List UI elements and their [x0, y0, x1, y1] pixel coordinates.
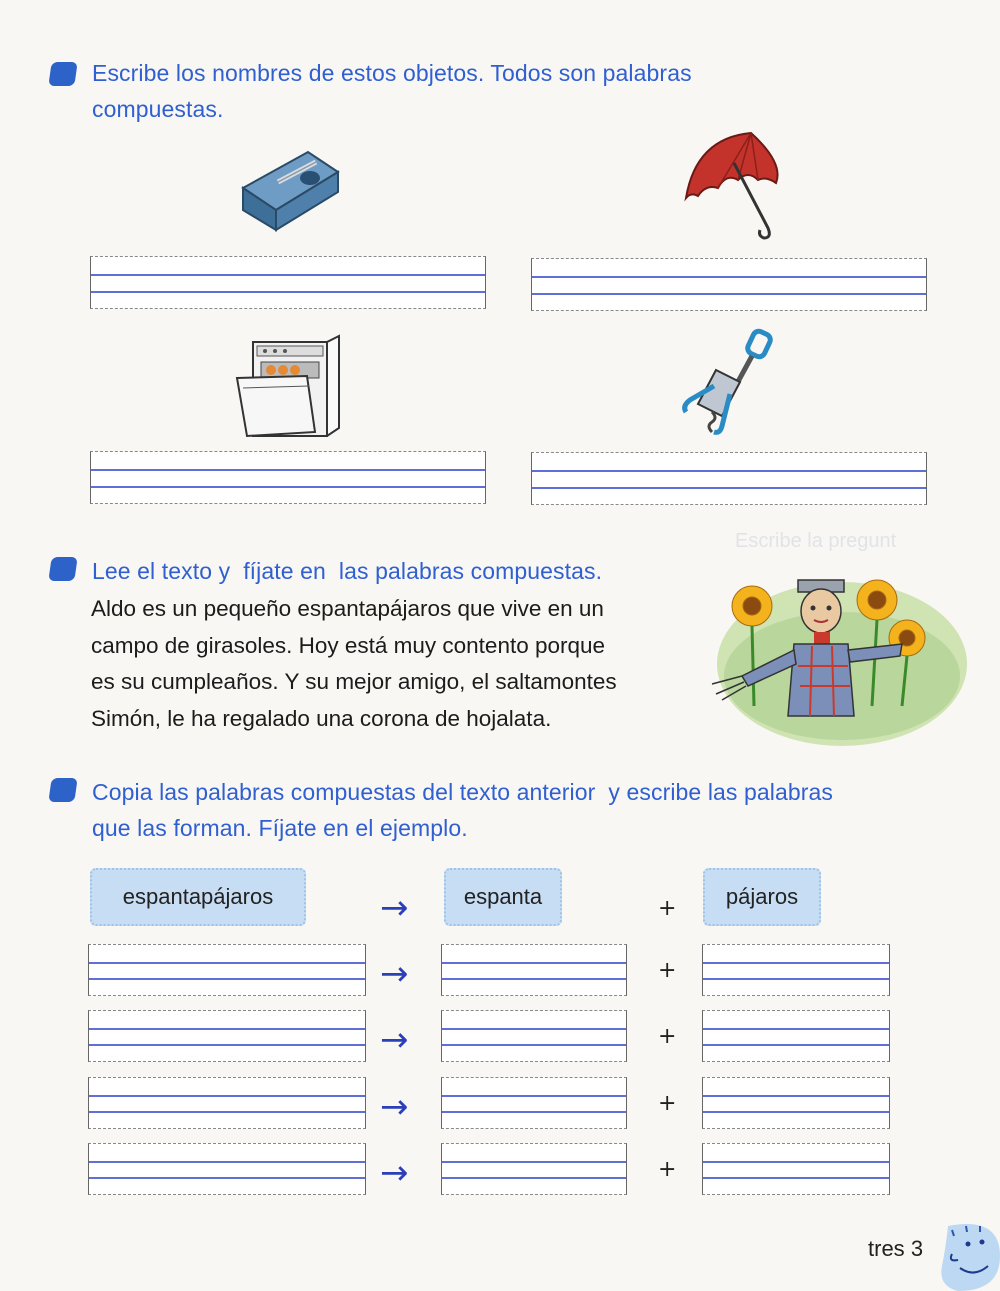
- plus-sign: +: [658, 1157, 677, 1182]
- paragraph-line: Aldo es un pequeño espantapájaros que vive en un: [91, 596, 604, 621]
- compound-word-answer-line[interactable]: [88, 1077, 366, 1129]
- umbrella-icon: [676, 128, 786, 243]
- show-through-text: Escribe la pregunt: [735, 530, 897, 552]
- part-2-answer-line[interactable]: [702, 944, 890, 996]
- arrow-icon: →: [380, 954, 409, 994]
- exercise-3-instruction-line-2: que las forman. Fíjate en el ejemplo.: [92, 815, 468, 841]
- page-number-label: [868, 1236, 923, 1262]
- pencil-sharpener-icon: [238, 130, 348, 240]
- smiley-face-icon: [938, 1216, 1000, 1291]
- answer-line-sharpener[interactable]: [90, 256, 486, 309]
- exercise-2-paragraph: [91, 591, 731, 737]
- arrow-icon: →: [380, 888, 409, 928]
- part-2-answer-line[interactable]: [702, 1143, 890, 1195]
- plus-sign: +: [658, 1091, 677, 1116]
- exercise-1-instruction: [92, 55, 812, 127]
- answer-line-umbrella[interactable]: [531, 258, 927, 311]
- exercise-1-instruction-line-2: compuestas.: [92, 96, 224, 122]
- answer-line-dishwasher[interactable]: [90, 451, 486, 504]
- example-part-1: espanta: [447, 871, 559, 923]
- scarecrow-illustration: [702, 566, 972, 746]
- arrow-icon: →: [380, 1087, 409, 1127]
- example-compound-word: espantapájaros: [93, 871, 303, 923]
- exercise-3-instruction: [92, 774, 992, 846]
- compound-word-answer-line[interactable]: [88, 1010, 366, 1062]
- part-2-answer-line[interactable]: [702, 1010, 890, 1062]
- compound-word-answer-line[interactable]: [88, 944, 366, 996]
- page-number: 3: [910, 1236, 924, 1261]
- exercise-2-instruction: Lee el texto y fíjate en las palabras compuestas.: [92, 558, 603, 584]
- paragraph-line: campo de girasoles. Hoy está muy contento porque: [91, 632, 606, 658]
- exercise-2-bullet: [48, 557, 77, 581]
- paragraph-line: es su cumpleaños. Y su mejor amigo, el saltamontes: [91, 669, 617, 694]
- part-1-answer-line[interactable]: [441, 1143, 627, 1195]
- paragraph-line: Simón, le ha regalado una corona de hojalata.: [91, 705, 552, 731]
- compound-word-answer-line[interactable]: [88, 1143, 366, 1195]
- answer-line-corkscrew[interactable]: [531, 452, 927, 505]
- example-part-2: pájaros: [706, 871, 818, 923]
- exercise-3-instruction-line-1: Copia las palabras compuestas del texto anterior y escribe las palabras: [92, 779, 834, 805]
- plus-sign: +: [658, 1024, 677, 1049]
- exercise-3-bullet: [48, 778, 77, 802]
- plus-sign: +: [658, 896, 677, 921]
- plus-sign: +: [658, 958, 677, 983]
- dishwasher-icon: [235, 332, 343, 440]
- part-1-answer-line[interactable]: [441, 944, 627, 996]
- exercise-1-instruction-line-1: Escribe los nombres de estos objetos. Todos son palabras: [92, 60, 692, 86]
- corkscrew-icon: [678, 330, 783, 442]
- exercise-1-bullet: [48, 62, 77, 86]
- part-1-answer-line[interactable]: [441, 1010, 627, 1062]
- part-2-answer-line[interactable]: [702, 1077, 890, 1129]
- part-1-answer-line[interactable]: [441, 1077, 627, 1129]
- arrow-icon: →: [380, 1020, 409, 1060]
- arrow-icon: →: [380, 1153, 409, 1193]
- page-word: tres: [868, 1236, 905, 1261]
